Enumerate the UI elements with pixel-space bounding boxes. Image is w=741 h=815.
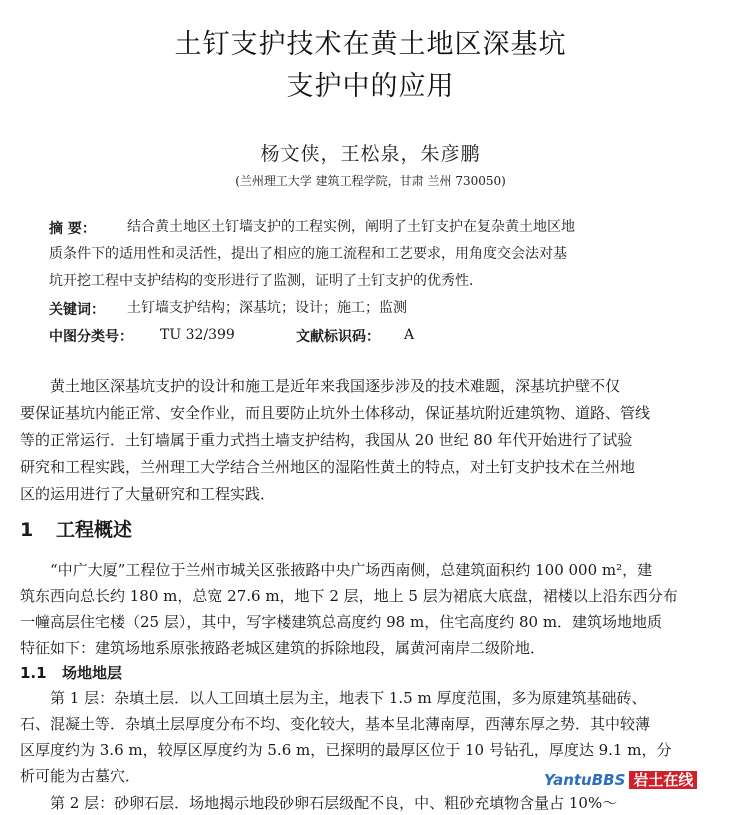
paper-title-line-1: 土钉支护技术在黄土地区深基坑 [174,29,567,60]
intro-line-5: 区的运用进行了大量研究和工程实践． [20,485,276,503]
abstract-line-1: 结合黄土地区土钉墙支护的工程实例，阐明了土钉支护在复杂黄土地区地 [127,219,575,235]
intro-line-3: 等的正常运行．土钉墙属于重力式挡土墙支护结构，我国从 20 世纪 80 年代开始进行了试验 [20,431,633,449]
section-1-1-heading [20,662,122,683]
watermark-logo [544,770,697,790]
section-1-title: 工程概述 [56,519,133,541]
affiliation: (兰州理工大学 建筑工程学院，甘肃 兰州 730050) [235,174,506,188]
section-1-1-line-4: 析可能为古墓穴． [20,767,141,785]
section-1-number: 1 [20,519,34,541]
intro-line-1: 黄土地区深基坑支护的设计和施工是近年来我国逐步涉及的技术难题，深基坑护壁不仅 [50,377,621,395]
abstract-line-3: 坑开挖工程中支护结构的变形进行了监测，证明了土钉支护的优秀性． [49,273,483,289]
intro-line-4: 研究和工程实践，兰州理工大学结合兰州地区的湿陷性黄土的特点，对土钉支护技术在兰州地 [20,458,636,476]
doc-code-label: 文献标识码： [296,329,380,345]
section-1-1-title: 场地地层 [62,664,123,682]
section-1-1-number: 1.1 [20,664,47,682]
keywords-text: 土钉墙支护结构；深基坑；设计；施工；监测 [127,300,407,316]
intro-line-2: 要保证基坑内能正常、安全作业，而且要防止坑外土体移动，保证基坑附近建筑物、道路、管线 [20,404,651,422]
section-1-line-4: 特征如下：建筑场地系原张掖路老城区建筑的拆除地段，属黄河南岸二级阶地． [20,639,546,657]
keywords-label: 关键词： [49,302,105,318]
abstract-line-2: 质条件下的适用性和灵活性，提出了相应的施工流程和工艺要求，用角度交会法对基 [49,246,567,262]
section-1-heading [20,515,132,542]
watermark-right: 岩土在线 [629,771,697,789]
classification-value: TU 32/399 [160,327,235,343]
doc-code-value: A [404,327,415,343]
section-1-1-line-2: 石、混凝土等．杂填土层厚度分布不均、变化较大，基本呈北薄南厚，西薄东厚之势．其中较薄 [20,715,651,733]
section-1-line-3: 一幢高层住宅楼（25 层），其中，写字楼建筑总高度约 98 m，住宅高度约 80 m．建筑场地地质 [20,613,663,631]
authors: 杨文侠，王松泉，朱彦鹏 [260,143,481,165]
section-1-line-1: “中广大厦”工程位于兰州市城关区张掖路中央广场西南侧，总建筑面积约 100 000 m²，建 [50,561,653,579]
watermark-left: YantuBBS [544,771,626,789]
section-1-1-line-1: 第 1 层：杂填土层．以人工回填土层为主，地表下 1.5 m 厚度范围，多为原建筑基础砖、 [50,689,647,707]
section-1-line-2: 筑东西向总长约 180 m，总宽 27.6 m，地下 2 层，地上 5 层为裙底大底盘，裙楼以上沿东西分布 [20,587,678,605]
paper-title-line-2: 支护中的应用 [286,71,455,102]
abstract-label: 摘 要： [49,221,96,237]
section-1-1-line-3: 区厚度约为 3.6 m，较厚区厚度约为 5.6 m，已探明的最厚区位于 10 号钻孔，厚度达 9.1 m，分 [20,741,672,759]
section-1-1-line-5: 第 2 层：砂卵石层．场地揭示地段砂卵石层级配不良，中、粗砂充填物含量占 10%～ [50,794,618,812]
classification-label: 中图分类号： [49,329,133,345]
